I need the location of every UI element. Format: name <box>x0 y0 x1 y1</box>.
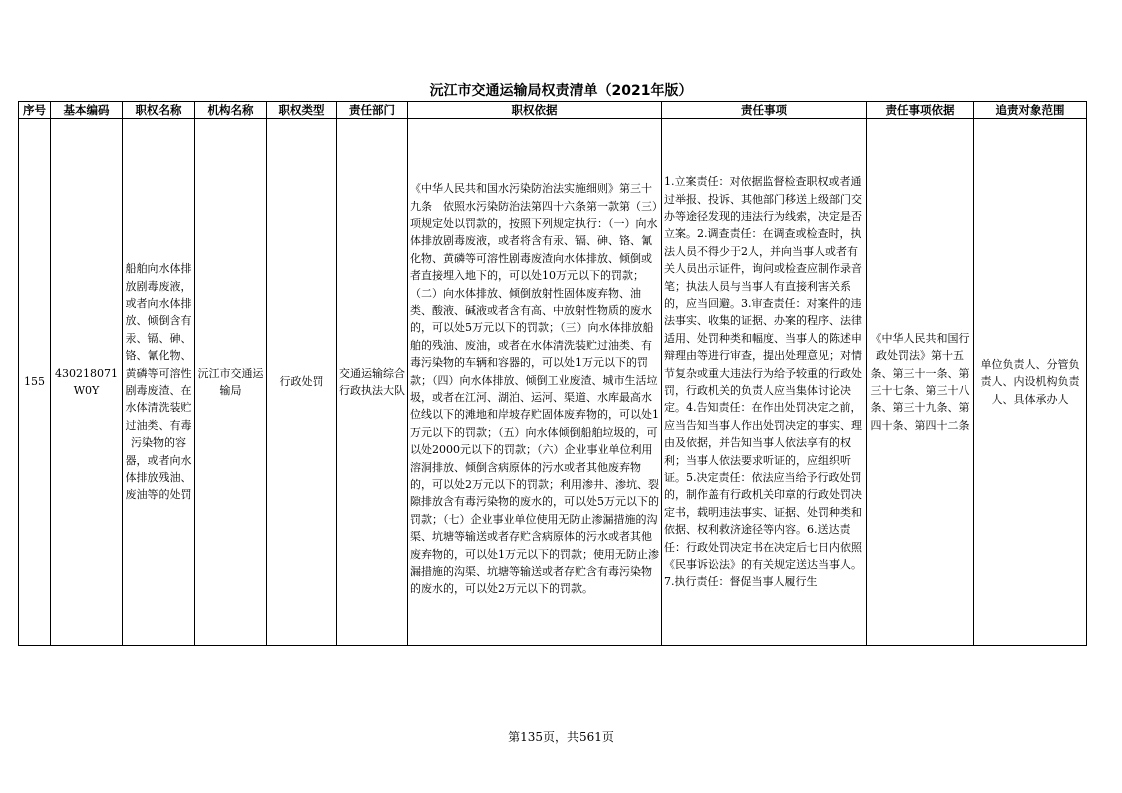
cell-index: 155 <box>19 119 51 646</box>
header-duties: 责任事项 <box>662 102 867 119</box>
header-basis: 职权依据 <box>408 102 662 119</box>
cell-power-type: 行政处罚 <box>267 119 337 646</box>
cell-basis <box>408 119 662 646</box>
power-responsibility-table <box>18 101 1087 646</box>
header-power-type: 职权类型 <box>267 102 337 119</box>
header-code: 基本编码 <box>51 102 123 119</box>
header-duty-basis: 责任事项依据 <box>867 102 974 119</box>
header-power-name: 职权名称 <box>123 102 195 119</box>
header-accountability: 追责对象范围 <box>974 102 1087 119</box>
table-header-row <box>19 102 1087 119</box>
header-index: 序号 <box>19 102 51 119</box>
cell-agency: 沅江市交通运输局 <box>195 119 267 646</box>
cell-code: 430218071W0Y <box>51 119 123 646</box>
cell-duties <box>662 119 867 646</box>
page-footer: 第135页，共561页 <box>508 730 614 744</box>
page-title: 沅江市交通运输局权责清单（2021年版） <box>429 83 693 99</box>
duties-text: 1.立案责任：对依据监督检查职权或者通过举报、投诉、其他部门移送上级部门交办等途径发现的违法行为线索，决定是否立案。2.调查责任：在调查或检查时，执法人员不得少于2人，并向当事人或者有关人员出示证件，询问或检查应制作录音笔；执法人员与当事人有直接利害关系的，应当回避。3.审查责任：对案件的违法事实、收集的证据、办案的程序、法律适用、处罚种类和幅度、当事人的陈述申辩理由等进行审查，提出处理意见；对情节复杂或重大违法行为给予较重的行政处罚，行政机关的负责人应当集体讨论决定。4.告知责任：在作出处罚决定之前，应当告知当事人作出处罚决定的事实、理由及依据，并告知当事人依法享有的权利；当事人依法要求听证的，应组织听证。5.决定责任：依法应当给予行政处罚的，制作盖有行政机关印章的行政处罚决定书，载明违法事实、证据、处罚种类和依据、权利救济途径等内容。6.送达责任：行政处罚决定书在决定后七日内依照《民事诉讼法》的有关规定送达当事人。7.执行责任：督促当事人履行生 <box>664 175 862 589</box>
header-department: 责任部门 <box>337 102 408 119</box>
basis-text: 《中华人民共和国水污染防治法实施细则》第三十九条 依照水污染防治法第四十六条第一款第（三）项规定处以罚款的，按照下列规定执行：（一）向水体排放剧毒废液，或者将含有汞、镉、砷、铬、氰化物、黄磷等可溶性剧毒废渣向水体排放、倾倒或者直接埋入地下的，可以处10万元以下的罚款；（二）向水体排放、倾倒放射性固体废弃物、油类、酸液、碱液或者含有高、中放射性物质的废水的，可以处5万元以下的罚款；（三）向水体排放船舶的残油、废油，或者在水体清洗装贮过油类、有毒污染物的车辆和容器的，可以处1万元以下的罚款；（四）向水体排放、倾倒工业废渣、城市生活垃圾，或者在江河、湖泊、运河、渠道、水库最高水位线以下的滩地和岸坡存贮固体废弃物的，可以处1万元以下的罚款；（五）向水体倾倒船舶垃圾的，可以处2000元以下的罚款；（六）企业事业单位利用溶洞排放、倾倒含病原体的污水或者其他废弃物的，可以处2万元以下的罚款；利用渗井、渗坑、裂隙排放含有毒污染物的废水的，可以处5万元以下的罚款；（七）企业事业单位使用无防止渗漏措施的沟渠、坑塘等输送或者存贮含病原体的污水或者其他废弃物的，可以处1万元以下的罚款；使用无防止渗漏措施的沟渠、坑塘等输送或者存贮含有毒污染物的废水的，可以处2万元以下的罚款。 <box>410 182 659 596</box>
cell-power-name: 船舶向水体排放剧毒废液，或者向水体排放、倾倒含有汞、镉、砷、铬、氰化物、黄磷等可溶性剧毒废渣、在水体清洗装贮过油类、有毒污染物的容器，或者向水体排放残油、废油等的处罚 <box>123 119 195 646</box>
header-agency: 机构名称 <box>195 102 267 119</box>
cell-duty-basis: 《中华人民共和国行政处罚法》第十五条、第三十一条、第三十七条、第三十八条、第三十九条、第四十条、第四十二条 <box>867 119 974 646</box>
cell-department: 交通运输综合行政执法大队 <box>337 119 408 646</box>
table-row <box>19 119 1087 646</box>
cell-accountability: 单位负责人、分管负责人、内设机构负责人、具体承办人 <box>974 119 1087 646</box>
